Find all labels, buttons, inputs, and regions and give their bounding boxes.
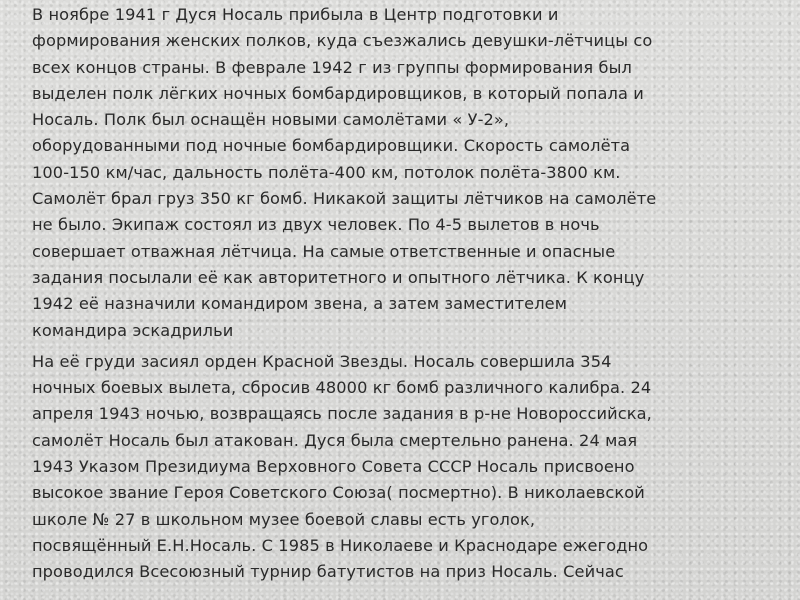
slide-text-block [32, 2, 784, 586]
paragraph-1: В ноябре 1941 г Дуся Носаль прибыла в Центр подготовки и формирования женских полков, куда съезжались девушки-лётчицы со всех концов страны. В феврале 1942 г из группы формирования был выделен полк лёгких ночных бомбардировщиков, в который попала и Носаль. Полк был оснащён новыми самолётами « У-2», оборудованными под ночные бомбардировщики. Скорость самолёта 100-150 км/час, дальность полёта-400 км, потолок полёта-3800 км. Самолёт брал груз 350 кг бомб. Никакой защиты лётчиков на самолёте не было. Экипаж состоял из двух человек. По 4-5 вылетов в ночь совершает отважная лётчица. На самые ответственные и опасные задания посылали её как авторитетного и опытного лётчика. К концу 1942 её назначили командиром звена, а затем заместителем командира эскадрильи [32, 5, 657, 340]
paragraph-2: На её груди засиял орден Красной Звезды. Носаль совершила 354 ночных боевых вылета, сбросив 48000 кг бомб различного калибра. 24 апреля 1943 ночью, возвращаясь после задания в р-не Новороссийска, самолёт Носаль был атакован. Дуся была смертельно ранена. 24 мая 1943 Указом Президиума Верховного Совета СССР Носаль присвоено высокое звание Героя Советского Союза( посмертно). В николаевской школе № 27 в школьном музее боевой славы есть уголок, посвящённый Е.Н.Носаль. С 1985 в Николаеве и Краснодаре ежегодно проводился Всесоюзный турнир батутистов на приз Носаль. Сейчас [32, 351, 652, 582]
